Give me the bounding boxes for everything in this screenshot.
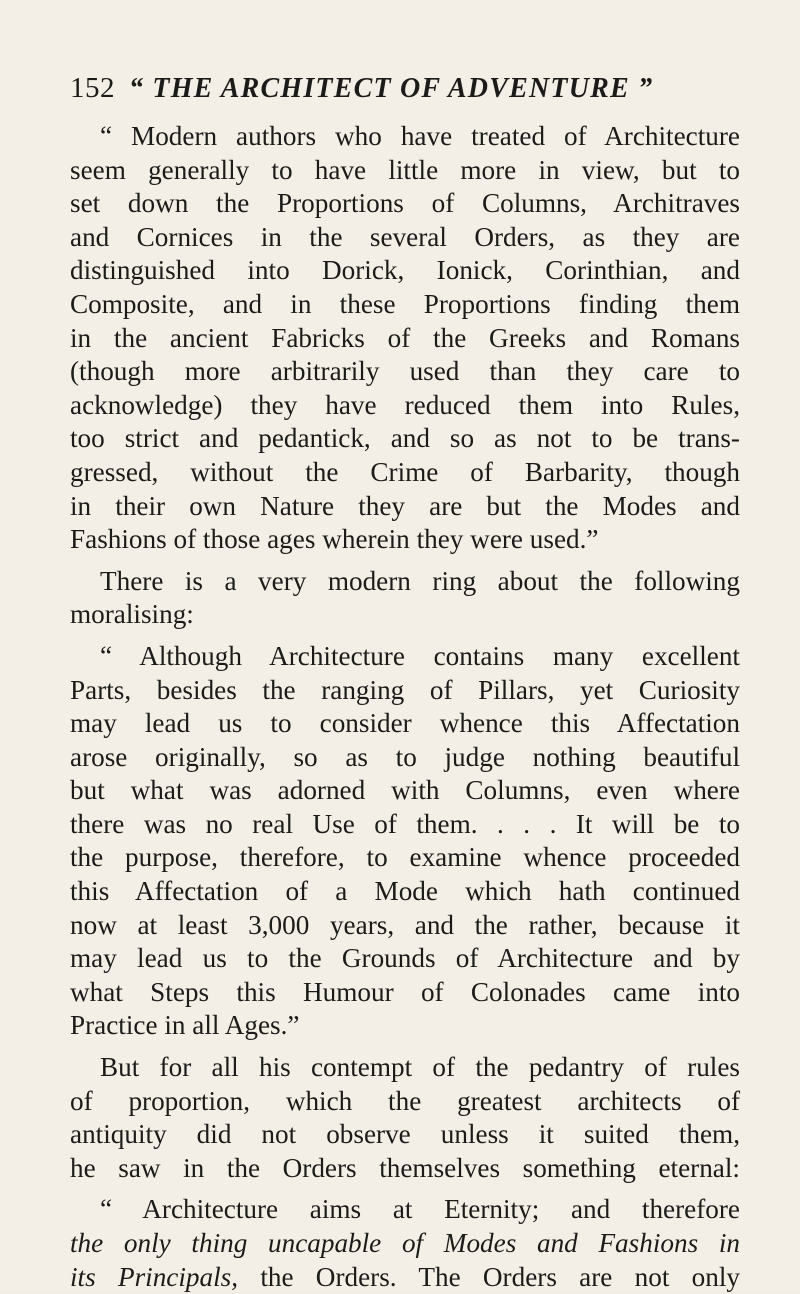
text-line: there was no real Use of them. . . . It will be to [70, 808, 740, 839]
text-line: moralising: [70, 599, 194, 630]
text-run: the Orders. The Orders are not only [238, 1261, 740, 1292]
text-line: (though more arbitrarily used than they care to [70, 356, 740, 387]
paragraph-modern-ring [70, 565, 740, 632]
text-line: “ Modern authors who have treated of Architecture [100, 121, 740, 151]
text-line: but what was adorned with Columns, even where [70, 775, 740, 806]
text-line: “ Architecture aims at Eternity; and therefore [100, 1194, 740, 1225]
page-number: 152 [70, 72, 115, 104]
text-line: Practice in all Ages.” [70, 1010, 300, 1041]
text-line: Parts, besides the ranging of Pillars, yet Curiosity [70, 674, 740, 705]
text-line: gressed, without the Crime of Barbarity, though [70, 456, 740, 487]
text-line: distinguished into Dorick, Ionick, Corinthian, and [70, 255, 740, 286]
paragraph-although [70, 640, 740, 1043]
paragraph-gap [70, 1185, 740, 1193]
text-line: in their own Nature they are but the Modes and [70, 490, 740, 521]
text-line: of proportion, which the greatest architects of [70, 1085, 740, 1116]
text-line: antiquity did not observe unless it suited them, [70, 1119, 740, 1150]
text-line: set down the Proportions of Columns, Architraves [70, 188, 740, 219]
paragraph-contempt [70, 1051, 740, 1185]
text-line: in the ancient Fabricks of the Greeks and Romans [70, 322, 740, 353]
text-line: this Affectation of a Mode which hath continued [70, 876, 740, 907]
text-line: he saw in the Orders themselves something eternal: [70, 1152, 740, 1183]
text-line: too strict and pedantick, and so as not to be trans- [70, 423, 740, 454]
body-text [70, 120, 740, 1294]
text-line: what Steps this Humour of Colonades came into [70, 976, 740, 1007]
text-line [70, 1261, 740, 1294]
text-line [70, 1227, 740, 1261]
text-line: But for all his contempt of the pedantry of rules [100, 1052, 740, 1083]
paragraph-modern-authors [70, 120, 740, 557]
paragraph-gap [70, 557, 740, 565]
text-line: acknowledge) they have reduced them into Rules, [70, 389, 740, 420]
italic-phrase: the only thing uncapable of Modes and Fashions in [70, 1228, 740, 1258]
text-line: Fashions of those ages wherein they were used.” [70, 524, 599, 555]
text-line: and Cornices in the several Orders, as they are [70, 221, 740, 252]
text-line: seem generally to have little more in view, but to [70, 154, 740, 185]
running-head [70, 72, 750, 112]
text-line: “ Although Architecture contains many excellent [100, 640, 740, 671]
paragraph-gap [70, 1043, 740, 1051]
text-line: Composite, and in these Proportions finding them [70, 288, 740, 319]
paragraph-gap [70, 632, 740, 640]
text-line: There is a very modern ring about the following [100, 565, 740, 596]
paragraph-eternity [70, 1193, 740, 1294]
text-line: now at least 3,000 years, and the rather, because it [70, 909, 740, 940]
text-line: may lead us to consider whence this Affectation [70, 708, 740, 739]
running-title: “ THE ARCHITECT OF ADVENTURE ” [129, 73, 654, 104]
text-line: the purpose, therefore, to examine whence proceeded [70, 842, 740, 873]
text-line: arose originally, so as to judge nothing beautiful [70, 741, 740, 772]
text-line: may lead us to the Grounds of Architecture and by [70, 943, 740, 974]
italic-phrase: its Principals, [70, 1261, 239, 1292]
